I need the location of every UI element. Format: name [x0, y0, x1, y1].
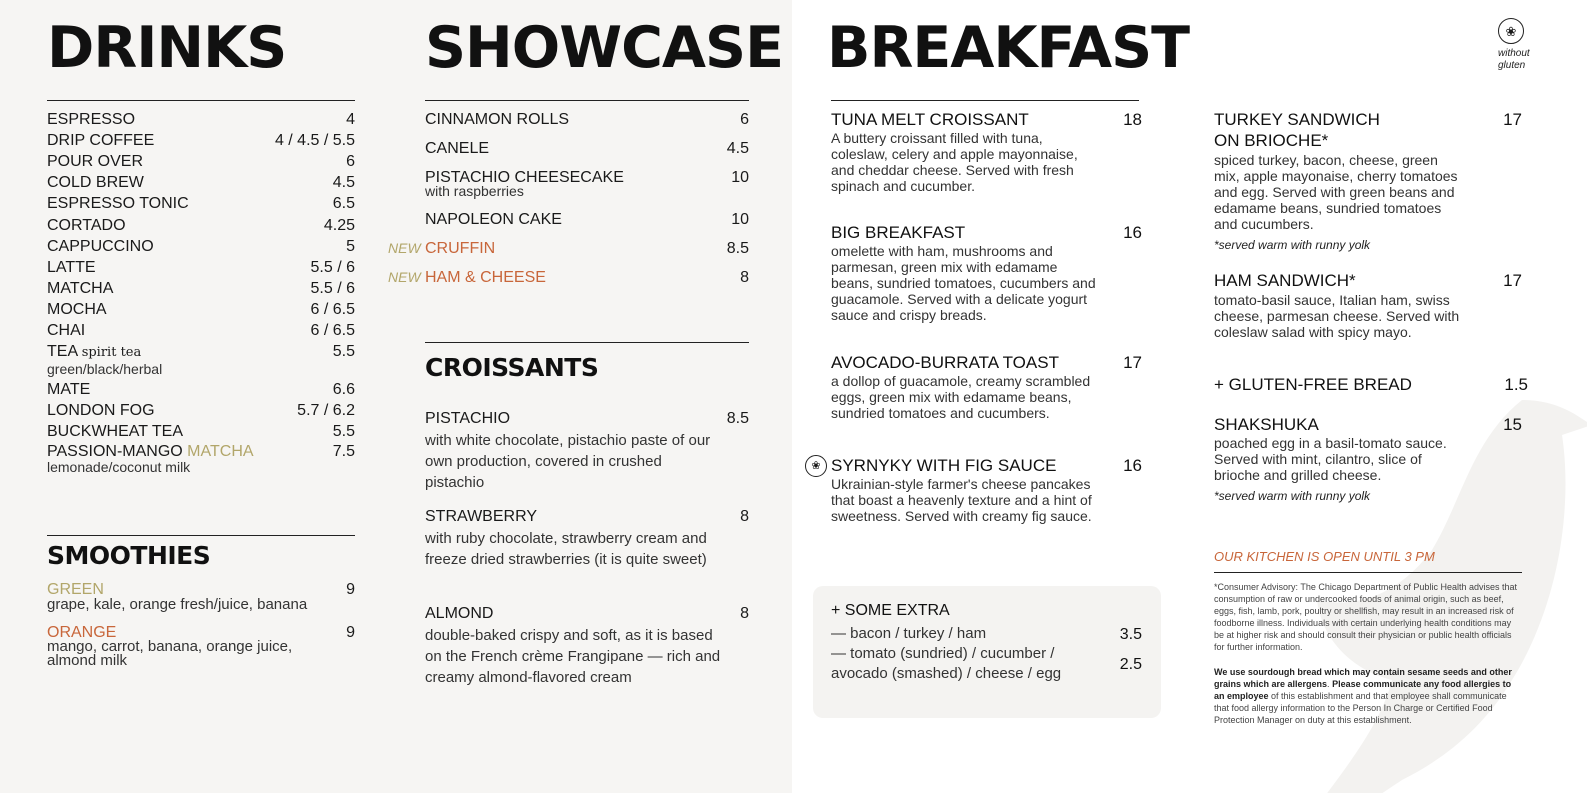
smoothies-title: SMOOTHIES [47, 541, 211, 570]
tea-sub: green/black/herbal [47, 361, 163, 377]
new-tag: NEW [388, 240, 421, 256]
croissant-item [425, 603, 749, 624]
drink-item [47, 299, 355, 320]
drink-item [47, 421, 355, 442]
drink-price: 4 / 4.5 / 5.5 [274, 132, 355, 150]
showcase-item [425, 209, 749, 230]
drink-price: 6.6 [332, 381, 355, 398]
croissants-rule [425, 342, 749, 343]
some-extra-title: + SOME EXTRA [831, 602, 950, 619]
breakfast-item-price: 15 [1503, 415, 1522, 434]
breakfast-item-desc: A buttery croissant filled with tuna, coleslaw, celery and apple mayonnaise, and cheddar cheese. Served with fresh spinach and cucumber. [831, 130, 1078, 194]
smoothie-desc: mango, carrot, banana, orange juice, almond milk [47, 638, 293, 669]
showcase-sub: with raspberries [425, 183, 524, 199]
showcase-price: 4.5 [726, 140, 749, 157]
croissant-item [425, 408, 749, 429]
new-tag: NEW [388, 269, 421, 285]
breakfast-item-desc: omelette with ham, mushrooms and parmesan, green mix with edamame beans, sundried tomatoes, cucumbers and guacamole. Served with a delicate yogurt sauce and crispy breads. [831, 243, 1096, 323]
drink-item [47, 109, 355, 130]
breakfast-item-desc: a dollop of guacamole, creamy scrambled eggs, green mix with edamame beans, sundried tomatoes and cucumbers. [831, 373, 1091, 421]
showcase-rule [425, 100, 749, 101]
drink-price: 6 / 6.5 [310, 322, 355, 339]
drink-name: TEA [47, 343, 78, 360]
croissant-name: ALMOND [425, 605, 494, 622]
smoothie-name: GREEN [47, 581, 104, 598]
drink-name: CORTADO [47, 216, 126, 234]
showcase-price: 8 [740, 269, 749, 286]
drinks-rule [47, 100, 355, 101]
drink-name: ESPRESSO [47, 111, 136, 128]
breakfast-item-desc: poached egg in a basil-tomato sauce. Served with mint, cilantro, slice of brioche and grilled cheese. [1214, 435, 1447, 483]
showcase-item [425, 238, 749, 259]
breakfast-item-price: 16 [1123, 223, 1142, 242]
breakfast-item-name: SYRNYKY WITH FIG SAUCE [831, 456, 1057, 475]
breakfast-item-name: BIG BREAKFAST [831, 223, 966, 242]
drink-name: CHAI [47, 322, 86, 339]
breakfast-item-price: 17 [1503, 110, 1522, 129]
drink-name: MATE [47, 381, 91, 398]
breakfast-item-note: *served warm with runny yolk [1214, 238, 1371, 252]
kitchen-hours-note: OUR KITCHEN IS OPEN UNTIL 3 PM [1214, 549, 1435, 564]
croissants-title: CROISSANTS [425, 353, 599, 382]
showcase-name: PISTACHIO CHEESECAKE [425, 169, 624, 186]
drink-item [47, 320, 355, 341]
drink-item [47, 278, 355, 299]
smoothies-rule [47, 535, 355, 536]
matcha-accent: MATCHA [187, 443, 254, 460]
breakfast-item-name: TUNA MELT CROISSANT [831, 110, 1029, 129]
drink-name: LONDON FOG [47, 402, 155, 419]
kitchen-rule [1214, 572, 1522, 573]
showcase-price: 8.5 [726, 240, 749, 257]
allergen-bold: We use sourdough bread which may contain sesame seeds and other grains which are allergens [1214, 667, 1512, 689]
breakfast-item-desc: tomato-basil sauce, Italian ham, swiss cheese, parmesan cheese. Served with coleslaw salad with spicy mayo. [1214, 292, 1460, 340]
without-gluten-icon: ❀ [1498, 18, 1524, 44]
breakfast-item-name: + GLUTEN-FREE BREAD [1214, 375, 1412, 394]
drink-name: MATCHA [47, 279, 114, 297]
showcase-name: CINNAMON ROLLS [425, 111, 570, 128]
drink-price: 4 [346, 111, 355, 128]
breakfast-item-price: 16 [1123, 456, 1142, 475]
drink-name: ESPRESSO TONIC [47, 195, 189, 213]
drink-item [47, 400, 355, 421]
breakfast-item-name: HAM SANDWICH* [1214, 271, 1356, 290]
showcase-name: CANELE [425, 140, 490, 157]
croissant-desc: double-baked crispy and soft, as it is based on the French crème Frangipane — rich and creamy almond-flavored cream [425, 627, 721, 686]
showcase-name: CRUFFIN [425, 240, 496, 257]
breakfast-item-name: SHAKSHUKA [1214, 415, 1319, 434]
breakfast-item-name: AVOCADO-BURRATA TOAST [831, 353, 1059, 372]
breakfast-panel [792, 0, 1587, 793]
breakfast-item-desc: Ukrainian-style farmer's cheese pancakes that boast a heavenly texture and a hint of sweetness. Served with creamy fig sauce. [831, 476, 1092, 524]
showcase-item [425, 267, 749, 288]
drink-price: 5.5 / 6 [310, 279, 355, 297]
drink-item-tea [47, 341, 355, 363]
showcase-title: SHOWCASE [425, 15, 784, 81]
drink-name: POUR OVER [47, 153, 144, 171]
extra-row-price: 2.5 [1119, 656, 1142, 673]
drink-item [47, 379, 355, 400]
drink-item [47, 130, 355, 151]
croissant-name: STRAWBERRY [425, 508, 538, 525]
breakfast-rule [831, 100, 1139, 101]
breakfast-item-price: 18 [1123, 110, 1142, 129]
showcase-price: 10 [731, 169, 749, 186]
drink-price: 6.5 [332, 195, 355, 213]
showcase-name: NAPOLEON CAKE [425, 211, 562, 228]
drink-price: 6 [346, 153, 355, 171]
drink-price: 5.5 / 6 [310, 258, 355, 276]
drink-price: 6 / 6.5 [310, 300, 355, 318]
drink-name: CAPPUCCINO [47, 237, 154, 255]
drink-name: MOCHA [47, 300, 107, 318]
croissant-price: 8.5 [726, 410, 749, 427]
showcase-price: 10 [731, 211, 749, 228]
allergen-text: of this establishment and that employee shall communicate that food allergy information to the Person In Charge or Certified Food Protection Manager on duty at this establishment. [1214, 691, 1507, 725]
drink-item [47, 215, 355, 236]
smoothie-price: 9 [346, 581, 355, 598]
drink-name: COLD BREW [47, 174, 144, 192]
croissant-price: 8 [740, 508, 749, 525]
drink-item [47, 151, 355, 172]
croissant-desc: with ruby chocolate, strawberry cream and freeze dried strawberries (it is quite sweet) [425, 530, 707, 568]
smoothie-price: 9 [346, 624, 355, 641]
drink-item [47, 257, 355, 278]
breakfast-item-desc: spiced turkey, bacon, cheese, green mix, apple mayonaise, cherry tomatoes and egg. Served with green beans and edamame beans, sundried tomatoes and cucumbers. [1214, 152, 1458, 232]
passion-sub: lemonade/coconut milk [47, 459, 191, 475]
drink-item [47, 193, 355, 214]
smoothie-name: ORANGE [47, 624, 117, 641]
croissant-desc: with white chocolate, pistachio paste of our own production, covered in crushed pistachio [425, 432, 711, 491]
drink-price: 4.25 [323, 216, 355, 234]
breakfast-item-price: 1.5 [1504, 375, 1528, 394]
drink-name: PASSION-MANGO [47, 443, 183, 460]
extra-row-label: — bacon / turkey / ham [831, 625, 987, 642]
drink-item [47, 236, 355, 257]
allergen-notice [1214, 666, 1522, 726]
drink-price: 7.5 [332, 443, 355, 460]
smoothie-desc: grape, kale, orange fresh/juice, banana [47, 596, 308, 613]
breakfast-item-price: 17 [1123, 353, 1142, 372]
croissant-item [425, 506, 749, 527]
drink-name: BUCKWHEAT TEA [47, 423, 184, 440]
allergen-text: . [1327, 679, 1333, 689]
showcase-price: 6 [740, 111, 749, 128]
extra-row-label: — tomato (sundried) / cucumber / avocado (smashed) / cheese / egg [831, 645, 1062, 682]
breakfast-title: BREAKFAST [827, 15, 1190, 81]
drink-price: 5.5 [332, 423, 355, 440]
drink-name: LATTE [47, 258, 96, 276]
drink-price: 4.5 [332, 174, 355, 192]
showcase-name: HAM & CHEESE [425, 269, 546, 286]
croissant-price: 8 [740, 605, 749, 622]
drink-price: 5.5 [332, 343, 355, 360]
tea-brand: spirit tea [81, 345, 142, 360]
consumer-advisory: *Consumer Advisory: The Chicago Department of Public Health advises that consumption of raw or undercooked foods of animal origin, such as beef, eggs, fish, lamb, pork, poultry or shellfish, may result in an increased risk of foodborne illness. Individuals with certain underlying health conditions may be at higher risk and should consult their physician or public health officials for further information. [1214, 582, 1517, 652]
drinks-title: DRINKS [47, 15, 287, 81]
extra-row-price: 3.5 [1119, 626, 1142, 643]
drink-item [47, 172, 355, 193]
showcase-item [425, 109, 749, 130]
drink-price: 5 [346, 237, 355, 255]
breakfast-item-name: TURKEY SANDWICH ON BRIOCHE* [1214, 110, 1380, 150]
without-gluten-label: without gluten [1498, 48, 1530, 71]
breakfast-item-price: 17 [1503, 271, 1522, 290]
drink-name: DRIP COFFEE [47, 132, 155, 150]
gluten-free-icon: ❀ [805, 455, 827, 477]
breakfast-item-note: *served warm with runny yolk [1214, 489, 1371, 503]
showcase-item [425, 138, 749, 159]
allergen-bold: Please communicate any food allergies to an employee [1214, 679, 1512, 701]
croissant-name: PISTACHIO [425, 410, 511, 427]
drinks-showcase-panel [0, 0, 792, 793]
drink-price: 5.7 / 6.2 [297, 402, 355, 419]
